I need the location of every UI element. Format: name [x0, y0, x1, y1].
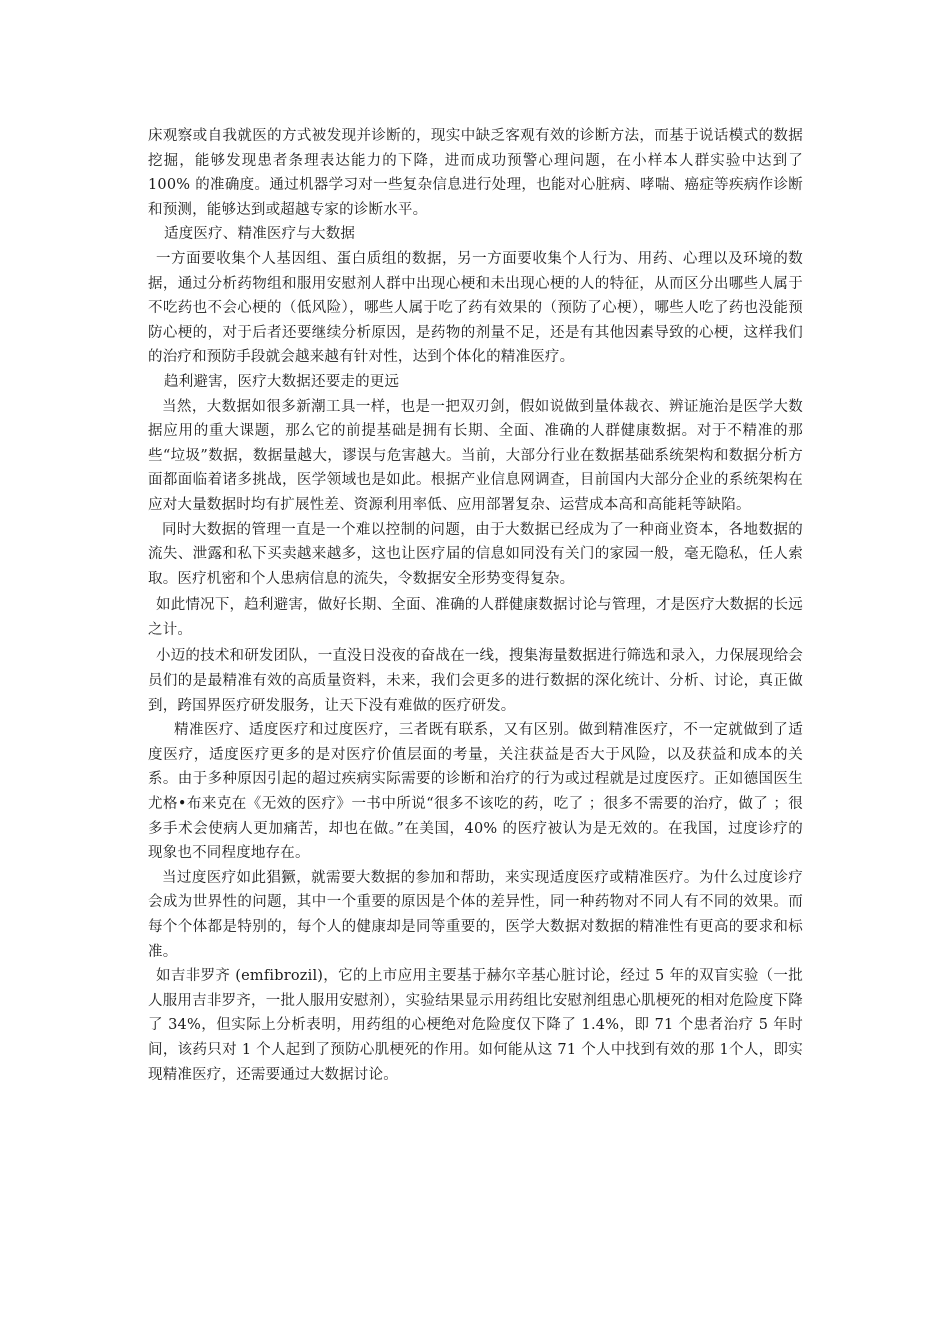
paragraph-data-collection: 一方面要收集个人基因组、蛋白质组的数据，另一方面要收集个人行为、用药、心理以及环境的数据，通过分析药物组和服用安慰剂人群中出现心梗和未出现心梗的人的特征，从而区分出哪些人属于不吃药也不会心梗的（低风险），哪些人属于吃了药有效果的（预防了心梗），哪些人吃了药也没能预防心梗的，对于后者还要继续分析原因，是药物的剂量不足，还是有其他因素导致的心梗，这样我们的治疗和预防手段就会越来越有针对性，达到个体化的精准医疗。: [148, 250, 803, 366]
paragraph-double-edged-sword: 当然，大数据如很多新潮工具一样，也是一把双刃剑，假如说做到量体裁衣、辨证施治是医学大数据应用的重大课题，那么它的前提基础是拥有长期、全面、准确的人群健康数据。对于不精准的那些“垃圾”数据，数据量越大，谬误与危害越大。当前，大部分行业在数据基础系统架构和数据分析方面都面临着诸多挑战，医学领域也是如此。根据产业信息网调查，目前国内大部分企业的系统架构在应对大量数据时均有扩展性差、资源利用率低、应用部署复杂、运营成本高和高能耗等缺陷。: [148, 398, 803, 513]
paragraph-team: 小迈的技术和研发团队，一直没日没夜的奋战在一线，搜集海量数据进行筛选和录入，力保展现给会员们的是最精准有效的高质量资料，未来，我们会更多的进行数据的深化统计、分析、讨论，真正做到，跨国界医疗研发服务，让天下没有难做的医疗研发。: [148, 648, 803, 714]
paragraph-big-data-help: 当过度医疗如此猖獗，就需要大数据的参加和帮助，来实现适度医疗或精准医疗。为什么过度诊疗会成为世界性的问题，其中一个重要的原因是个体的差异性，同一种药物对不同人有不同的效果。而每个个体都是特别的，每个人的健康却是同等重要的，医学大数据对数据的精准性有更高的要求和标准。: [148, 869, 803, 960]
document-body: [148, 124, 803, 1087]
paragraph-diagnosis-continued: 床观察或自我就医的方式被发现并诊断的，现实中缺乏客观有效的诊断方法，而基于说话模式的数据挖掘，能够发现患者条理表达能力的下降，进而成功预警心理问题，在小样本人群实验中达到了 100% 的准确度。通过机器学习对一些复杂信息进行处理，也能对心脏病、哮喘、癌症等疾病作诊断和预测，能够达到或超越专家的诊断水平。: [148, 128, 803, 218]
paragraph-overtreatment: 精准医疗、适度医疗和过度医疗，三者既有联系，又有区别。做到精准医疗，不一定就做到了适度医疗，适度医疗更多的是对医疗价值层面的考量，关注获益是否大于风险，以及获益和成本的关系。由于多种原因引起的超过疾病实际需要的诊断和治疗的行为或过程就是过度医疗。正如德国医生尤格•布来克在《无效的医疗》一书中所说“很多不该吃的药，吃了 ；很多不需要的治疗，做了 ；很多手术会使病人更加痛苦，却也在做。”在美国，40% 的医疗被认为是无效的。在我国，过度诊疗的现象也不同程度地存在。: [148, 722, 803, 862]
section-heading-precision-medicine: 适度医疗、精准医疗与大数据: [164, 226, 356, 243]
paragraph-gemfibrozil-example: 如吉非罗齐 (emfibrozil)，它的上市应用主要基于赫尔辛基心脏讨论，经过 5 年的双盲实验（一批人服用吉非罗齐，一批人服用安慰剂），实验结果显示用药组比安慰剂组患心肌梗死的相对危险度下降了 34%，但实际上分析表明，用药组的心梗绝对危险度仅下降了 1.4%，即 71 个患者治疗 5 年时间，该药只对 1 个人起到了预防心肌梗死的作用。如何能从这 71 个人中找到有效的那 1个人，即实现精准医疗，还需要通过大数据讨论。: [148, 968, 803, 1083]
paragraph-data-management: 同时大数据的管理一直是一个难以控制的问题，由于大数据已经成为了一种商业资本，各地数据的流失、泄露和私下买卖越来越多，这也让医疗届的信息如同没有关门的家园一般，毫无隐私，任人索取。医疗机密和个人患病信息的流失，令数据安全形势变得复杂。: [148, 521, 803, 587]
section-heading-risks: 趋利避害，医疗大数据还要走的更远: [164, 373, 400, 390]
paragraph-long-term-plan: 如此情况下，趋利避害，做好长期、全面、准确的人群健康数据讨论与管理，才是医疗大数据的长远之计。: [148, 597, 803, 638]
